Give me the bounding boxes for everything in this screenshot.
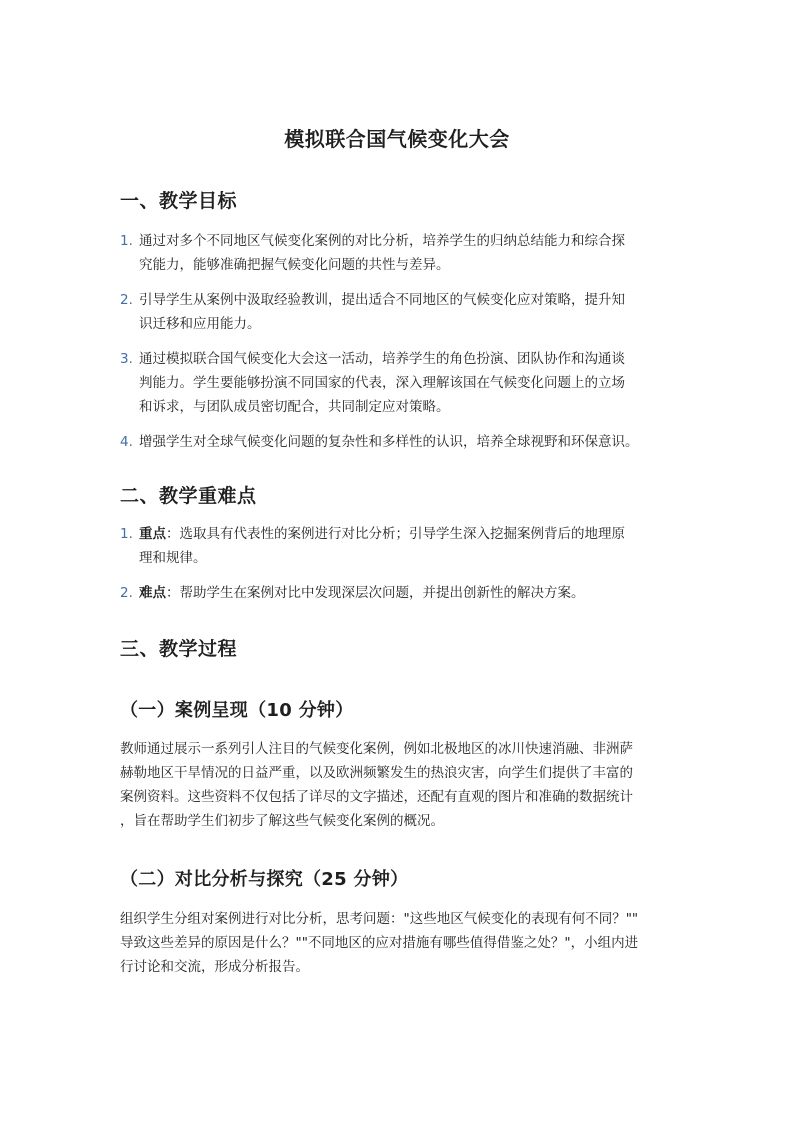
document-title: 模拟联合国气候变化大会 bbox=[284, 127, 510, 151]
list-number: 3. bbox=[120, 351, 133, 367]
key-points-list bbox=[120, 522, 676, 616]
list-item: 3. 通过模拟联合国气候变化大会这一活动，培养学生的角色扮演、团队协作和沟通谈 判能力。学生要能够扮演不同国家的代表，深入理解该国在气候变化问题上的立场 和诉求，与团队成员密切配合，共同制定应对策略。 bbox=[120, 347, 676, 419]
subsection-heading-case-presentation: （一）案例呈现（10 分钟） bbox=[120, 700, 354, 721]
list-number: 2. bbox=[120, 585, 133, 601]
paragraph-comparative-analysis: 组织学生分组对案例进行对比分析，思考问题："这些地区气候变化的表现有何不同？"" 导致这些差异的原因是什么？""不同地区的应对措施有哪些值得借鉴之处？"，小组内进 行讨论和交流，形成分析报告。 bbox=[120, 911, 639, 975]
list-item: 1. 重点：选取具有代表性的案例进行对比分析；引导学生深入挖掘案例背后的地理原 理和规律。 bbox=[120, 522, 676, 570]
section-heading-process: 三、教学过程 bbox=[120, 638, 238, 660]
section-heading-key-points: 二、教学重难点 bbox=[120, 485, 257, 507]
list-item: 2. 难点：帮助学生在案例对比中发现深层次问题，并提出创新性的解决方案。 bbox=[120, 581, 676, 605]
list-number: 4. bbox=[120, 434, 133, 450]
paragraph-case-presentation: 教师通过展示一系列引人注目的气候变化案例，例如北极地区的冰川快速消融、非洲萨 赫勒地区干旱情况的日益严重，以及欧洲频繁发生的热浪灾害，向学生们提供了丰富的 案例资料。这些资料不仅包括了详尽的文字描述，还配有直观的图片和准确的数据统计 ，旨在帮助学生们初步了解这些气候变化案例的概况。 bbox=[120, 741, 633, 829]
list-number: 1. bbox=[120, 233, 133, 249]
list-item: 2. 引导学生从案例中汲取经验教训，提出适合不同地区的气候变化应对策略，提升知 识迁移和应用能力。 bbox=[120, 288, 676, 336]
list-number: 1. bbox=[120, 526, 133, 542]
objectives-list bbox=[120, 229, 676, 465]
list-item: 4. 增强学生对全球气候变化问题的复杂性和多样性的认识，培养全球视野和环保意识。 bbox=[120, 430, 676, 454]
list-number: 2. bbox=[120, 292, 133, 308]
subsection-heading-comparative-analysis: （二）对比分析与探究（25 分钟） bbox=[120, 869, 409, 890]
item-label: 重点 bbox=[139, 526, 166, 542]
list-item: 1. 通过对多个不同地区气候变化案例的对比分析，培养学生的归纳总结能力和综合探 究能力，能够准确把握气候变化问题的共性与差异。 bbox=[120, 229, 676, 277]
item-label: 难点 bbox=[139, 585, 166, 601]
section-heading-objectives: 一、教学目标 bbox=[120, 190, 238, 212]
